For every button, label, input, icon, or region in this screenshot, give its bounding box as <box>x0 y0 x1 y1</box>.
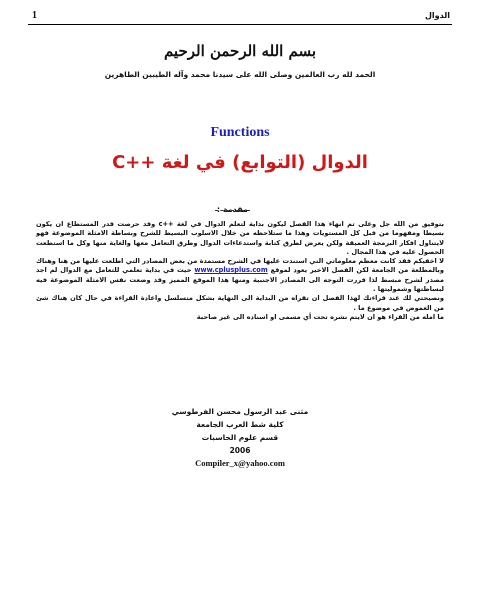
running-title: الدوال <box>424 11 450 20</box>
year: 2006 <box>229 446 251 455</box>
body-text <box>36 220 444 322</box>
title-arabic: الدوال (التوابع) في لغة ++C <box>112 152 368 173</box>
paragraph-2-start: لا اخفيكم فقد كانت معظم معلوماتي التي استندت عليها في الشرح مستمدة من بعض المصادر التي اطلعت عليها من هنا وهناك وبالمطلعة من الجامعة لكن الفصل الاخير يعود لموقع <box>36 257 445 275</box>
intro-label: مقدمة : <box>216 205 248 214</box>
hamd-line: الحمد لله رب العالمين وصلى الله على سيدنا محمد وآله الطيبين الطاهرين <box>104 70 376 79</box>
paragraph-2-end: حيث في بداية تعلمي للتعامل مع الدوال لم اجد مصدر لشرح مبسط لذا قررت التوجه الى المصادر الاجنبية ومنها هذا الموقع المميز وقد وضعت نفس الامثلة الموضوعة فيه لبساطتها وشموليتها . <box>36 266 444 294</box>
paragraph-1: بتوفيق من الله جل وعلى تم انهاء هذا الفصل ليكون بداية لتعلم الدوال في لغة ++c وقد حرصت قدر المستطاع ان يكون بسيطا ومفهوما من قبل كل المستويات وهذا ما ستلاحظه من خلال الاسلوب البسيط للشرح وبساطة الامثلة الموضوعة فهو لايتناول افكار البرمجة العميقة ولكن يعرض لطرق كتابة واستدعاءات الدوال وطرق التعامل معها والغاية منها وكل ما استطعت الحصول عليه في هذا المجال . <box>36 220 444 256</box>
basmala: بسم الله الرحمن الرحيم <box>163 42 317 60</box>
paragraph-2 <box>36 257 444 294</box>
author-name: مثنى عبد الرسول محسن الفرطوسي <box>171 407 309 416</box>
page-number: 1 <box>32 10 37 21</box>
running-header <box>28 10 452 25</box>
signature-block <box>0 405 480 470</box>
title-english: Functions <box>210 125 270 140</box>
author-email: Compiler_x@yahoo.com <box>195 458 285 468</box>
department-name: قسم علوم الحاسبات <box>201 433 279 442</box>
paragraph-3: ونصيحتي لك عند قراءتك لهذا الفصل ان تقراه من البداية الى النهاية بشكل متسلسل واعادة القراءة في حال كان هناك شئ من الغموض في موضوع ما . <box>36 294 444 312</box>
website-link[interactable]: www.cplusplus.com <box>194 266 268 275</box>
paragraph-4: ما امله من القراء هو ان لايتم نشره تحت أي مسمى او اسناده الى غير صاحبة <box>196 312 444 321</box>
college-name: كلية شط العرب الجامعة <box>196 420 284 429</box>
